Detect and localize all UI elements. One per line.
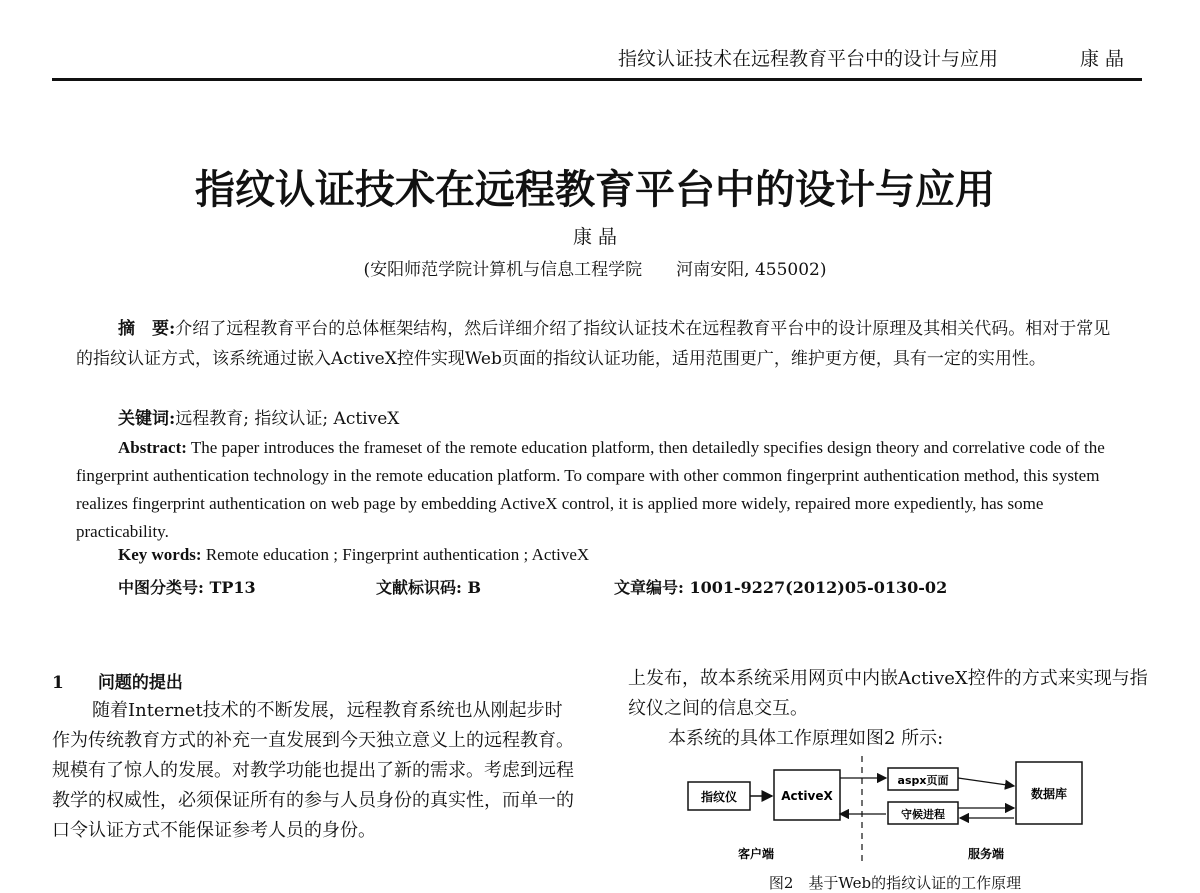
keywords-cn-label: 关键词:: [118, 409, 176, 429]
abstract-en: [76, 434, 1116, 546]
header-rule: [52, 78, 1142, 81]
abstract-en-text: The paper introduces the frameset of the remote education platform, then detailedly specifies design theory and correlative code of the fingerprint authentication technology in the remote education platform. To compare with other common fingerprint authentication method, this system realizes fingerprint authentication on web page by embedding ActiveX control, it is applied more widely, repaired more expediently, has some practicability.: [76, 438, 1105, 541]
daemon-process-label: 守候进程: [901, 808, 945, 821]
keywords-cn: [118, 404, 399, 429]
arrow-aspx-database: [958, 778, 1014, 786]
paper-affiliation: (安阳师范学院计算机与信息工程学院 河南安阳, 455002): [363, 260, 827, 280]
keywords-en-label: Key words:: [118, 545, 202, 564]
left-column-paragraph: 随着Internet技术的不断发展，远程教育系统也从刚起步时作为传统教育方式的补充一直发展到今天独立意义上的远程教育。规模有了惊人的发展。对教学功能也提出了新的需求。考虑到远程教学的权威性，必须保证所有的参与人员身份的真实性，而单一的口令认证方式不能保证参考人员的身份。: [52, 700, 574, 841]
article-number: 文章编号: 1001-9227(2012)05-0130-02: [614, 578, 948, 597]
section-1-heading: 1 问题的提出: [52, 673, 183, 693]
running-header-title: 指纹认证技术在远程教育平台中的设计与应用: [618, 48, 999, 70]
abstract-en-label: Abstract:: [118, 438, 187, 457]
running-header-author: 康 晶: [1080, 48, 1125, 70]
figure-2-diagram: [680, 756, 1100, 886]
client-side-label: 客户端: [737, 847, 775, 861]
abstract-cn: [76, 314, 1116, 374]
right-column-paragraph-2: 本系统的具体工作原理如图2 所示:: [668, 728, 944, 749]
paper-title: 指纹认证技术在远程教育平台中的设计与应用: [195, 166, 995, 213]
activex-label: ActiveX: [781, 789, 833, 803]
figure-2-caption: 图2 基于Web的指纹认证的工作原理: [768, 874, 1022, 892]
keywords-en: [118, 545, 589, 565]
database-label: 数据库: [1030, 787, 1068, 801]
document-code: 文献标识码: B: [376, 578, 482, 597]
abstract-cn-label: 摘 要:: [118, 319, 176, 339]
clc-number: 中图分类号: TP13: [118, 578, 256, 597]
keywords-en-text: Remote education ; Fingerprint authentication ; ActiveX: [205, 545, 590, 564]
server-side-label: 服务端: [967, 847, 1005, 861]
fingerprint-reader-label: 指纹仪: [700, 790, 738, 804]
right-column-paragraph: 上发布，故本系统采用网页中内嵌ActiveX控件的方式来实现与指纹仪之间的信息交互。: [628, 668, 1148, 719]
keywords-cn-text: 远程教育; 指纹认证; ActiveX: [175, 409, 400, 429]
aspx-page-label: aspx页面: [897, 774, 949, 787]
abstract-cn-text: 介绍了远程教育平台的总体框架结构，然后详细介绍了指纹认证技术在远程教育平台中的设计原理及其相关代码。相对于常见的指纹认证方式，该系统通过嵌入ActiveX控件实现Web页面的指纹认证功能，适用范围更广，维护更方便，具有一定的实用性。: [76, 319, 1111, 369]
paper-author: 康 晶: [572, 226, 618, 248]
